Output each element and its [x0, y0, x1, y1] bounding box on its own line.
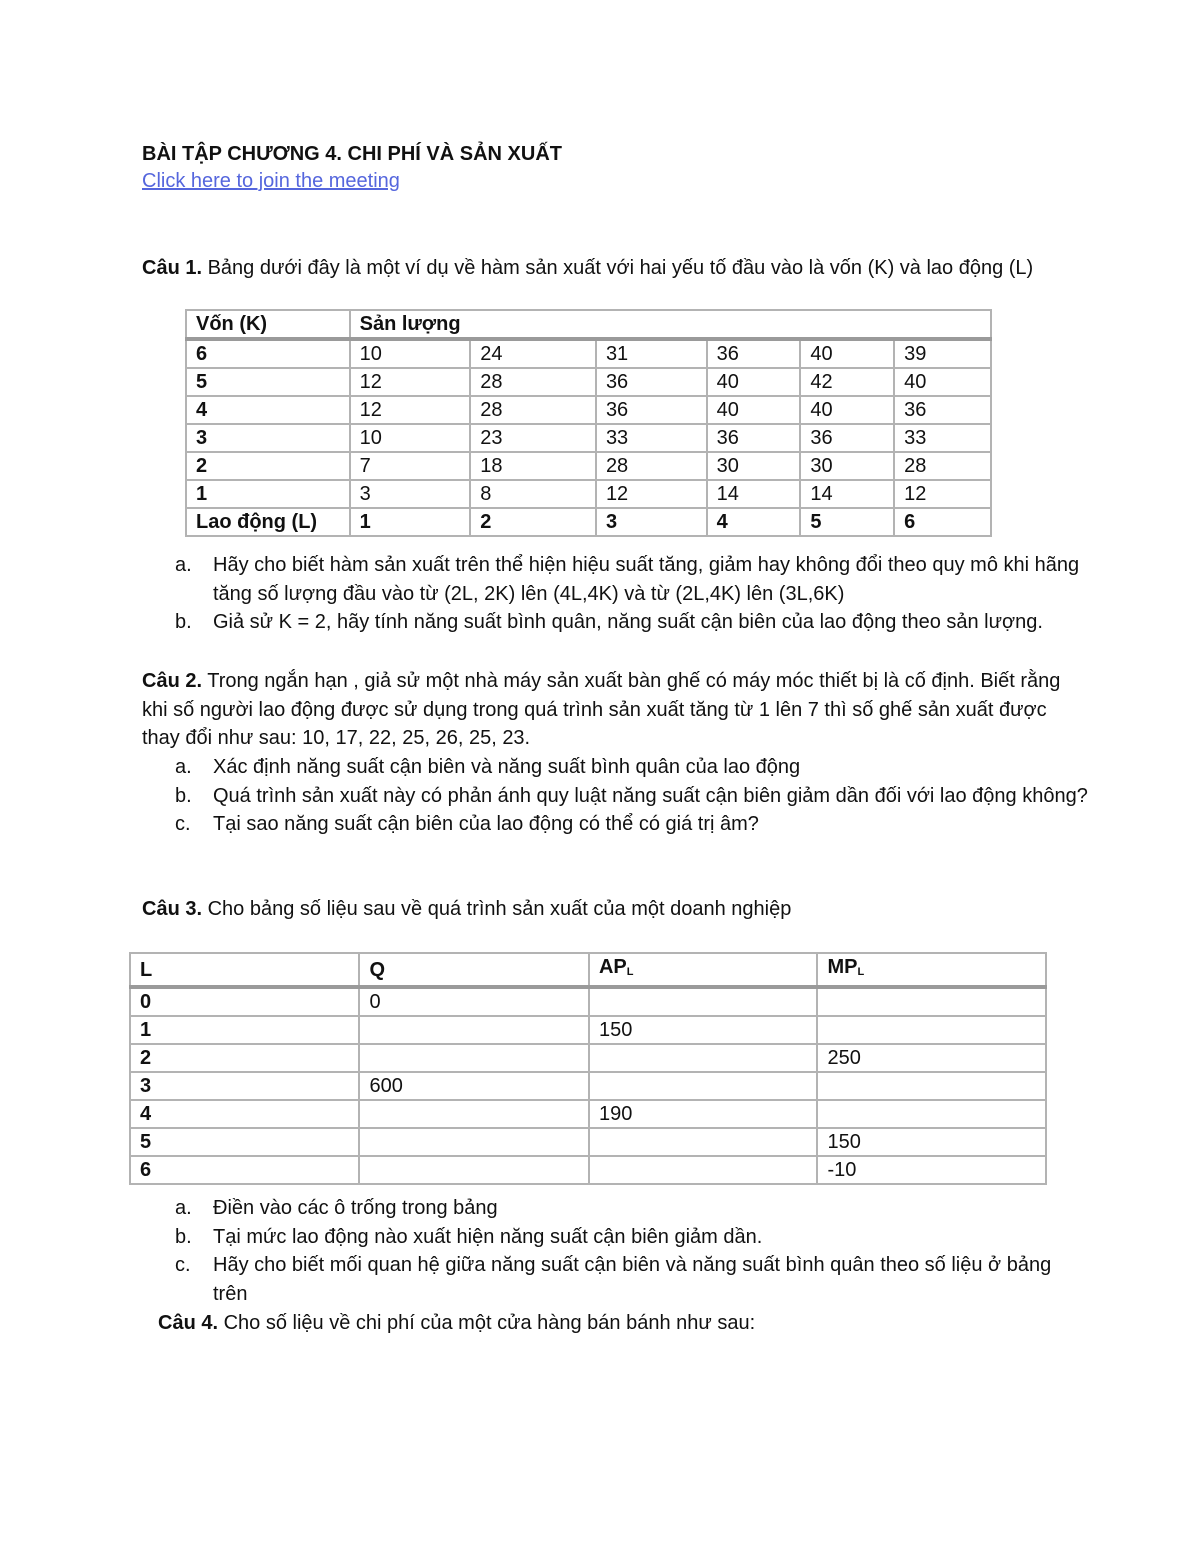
table-cell: 40 [800, 396, 894, 424]
table-header-row [130, 953, 1046, 987]
list-item [175, 1223, 1075, 1252]
join-meeting-link[interactable]: Click here to join the meeting [142, 170, 400, 192]
table-cell: 10 [350, 339, 471, 368]
table-cell: 28 [470, 368, 596, 396]
table-cell [359, 1156, 589, 1184]
question-4-label: Câu 4. [158, 1312, 219, 1334]
question-4-body: Cho số liệu về chi phí của một cửa hàng bán bánh như sau: [218, 1312, 756, 1334]
table-cell: 12 [350, 368, 471, 396]
table-cell [359, 1128, 589, 1156]
table-cell: 5 [800, 508, 894, 536]
table-cell: 600 [359, 1072, 589, 1100]
table-cell: 190 [589, 1100, 818, 1128]
question-2-text [142, 667, 1072, 753]
item-text: Giả sử K = 2, hãy tính năng suất bình quân, năng suất cận biên của lao động theo sản lượng. [213, 611, 1043, 633]
table-cell: 1 [350, 508, 471, 536]
table-cell [589, 1156, 818, 1184]
table-cell: 36 [707, 339, 801, 368]
question-2-items [175, 753, 1095, 839]
table-cell: 18 [470, 452, 596, 480]
table-row [186, 480, 991, 508]
question-3-label: Câu 3. [142, 898, 203, 920]
row-labor: 4 [130, 1100, 359, 1128]
row-capital: 1 [186, 480, 350, 508]
item-marker: a. [175, 756, 192, 778]
header-output: Sản lượng [350, 310, 991, 339]
table-row [186, 339, 991, 368]
table-cell: 36 [800, 424, 894, 452]
item-marker: b. [175, 1225, 192, 1248]
header-mp-text: MP [827, 956, 858, 978]
item-marker: a. [175, 554, 192, 576]
table-cell [359, 1044, 589, 1072]
row-labor: 1 [130, 1016, 359, 1044]
table-cell [359, 1100, 589, 1128]
table-cell: 28 [596, 452, 707, 480]
item-text: Hãy cho biết hàm sản xuất trên thể hiện hiệu suất tăng, giảm hay không đổi theo quy mô khi hãng tăng số lượng đầu vào từ (2L, 2K) lên (4L,4K) và từ (2L,4K) lên (3L,6K) [213, 554, 1080, 605]
table-cell: 7 [350, 452, 471, 480]
table-cell: 250 [817, 1044, 1046, 1072]
list-item [175, 782, 1095, 811]
item-marker: a. [175, 1197, 192, 1219]
table-cell: 14 [707, 480, 801, 508]
header-labor-text: L [140, 958, 153, 981]
row-labor: 5 [130, 1128, 359, 1156]
question-1-items [175, 551, 1095, 637]
table-cell: 23 [470, 424, 596, 452]
table-row [130, 1044, 1046, 1072]
question-2-body: Trong ngắn hạn , giả sử một nhà máy sản xuất bàn ghế có máy móc thiết bị là cố định. Biết rằng khi số người lao động được sử dụng trong quá trình sản xuất tăng từ 1 lên 7 thì số ghế sản xuất được thay đổi như sau: 10, 17, 22, 25, 26, 25, 23. [142, 670, 1061, 749]
table-cell: 3 [350, 480, 471, 508]
row-labor: 0 [130, 987, 359, 1016]
table-cell: 12 [596, 480, 707, 508]
item-text: Xác định năng suất cận biên và năng suất bình quân của lao động [213, 756, 801, 778]
row-capital: 5 [186, 368, 350, 396]
list-item [175, 810, 1095, 839]
item-marker: b. [175, 611, 192, 633]
table-row [186, 452, 991, 480]
row-labor: 2 [130, 1044, 359, 1072]
item-marker: c. [175, 813, 191, 835]
table-footer-row [186, 508, 991, 536]
table-cell [589, 1128, 818, 1156]
row-labor: 6 [130, 1156, 359, 1184]
list-item [175, 551, 1095, 608]
table-cell: 12 [894, 480, 991, 508]
table-cell: 6 [894, 508, 991, 536]
table-cell: 28 [470, 396, 596, 424]
row-labor: 3 [130, 1072, 359, 1100]
table-cell: 12 [350, 396, 471, 424]
table-row [186, 396, 991, 424]
row-capital: 3 [186, 424, 350, 452]
table-cell [589, 1072, 818, 1100]
table-cell: 36 [596, 368, 707, 396]
table-row [186, 424, 991, 452]
question-3-text [142, 895, 791, 924]
table-cell: 30 [800, 452, 894, 480]
table-row [130, 987, 1046, 1016]
table-cell: 14 [800, 480, 894, 508]
labor-productivity-table [129, 952, 1047, 1185]
table-row [130, 1072, 1046, 1100]
question-1-body: Bảng dưới đây là một ví dụ về hàm sản xuất với hai yếu tố đầu vào là vốn (K) và lao động (L) [202, 257, 1034, 279]
item-text: Điền vào các ô trống trong bảng [213, 1197, 498, 1219]
row-capital: 4 [186, 396, 350, 424]
header-quantity [359, 953, 589, 987]
item-text: Tại mức lao động nào xuất hiện năng suất cận biên giảm dần. [213, 1225, 763, 1248]
table-cell: 33 [596, 424, 707, 452]
table-cell: 8 [470, 480, 596, 508]
table-cell: 30 [707, 452, 801, 480]
table-header-row [186, 310, 991, 339]
table-cell [817, 987, 1046, 1016]
table-cell: 0 [359, 987, 589, 1016]
table-cell: 4 [707, 508, 801, 536]
question-4-text [158, 1309, 755, 1338]
item-marker: b. [175, 784, 192, 807]
table-cell: 28 [894, 452, 991, 480]
list-item [175, 753, 1095, 782]
table-row [130, 1156, 1046, 1184]
table-row [130, 1128, 1046, 1156]
table-cell: 150 [817, 1128, 1046, 1156]
list-item [175, 1251, 1075, 1308]
question-1-label: Câu 1. [142, 257, 203, 279]
header-labor [130, 953, 359, 987]
row-capital: 2 [186, 452, 350, 480]
table-cell: 39 [894, 339, 991, 368]
item-marker: c. [175, 1254, 191, 1276]
table-cell [589, 1044, 818, 1072]
item-text: Hãy cho biết mối quan hệ giữa năng suất cận biên và năng suất bình quân theo số liệu ở bảng trên [213, 1254, 1052, 1305]
table-row [130, 1016, 1046, 1044]
header-ap-text: AP [598, 956, 627, 978]
footer-labor-label: Lao động (L) [186, 508, 350, 536]
table-cell [359, 1016, 589, 1044]
table-cell: 42 [800, 368, 894, 396]
header-average-product [589, 953, 818, 987]
table-cell [589, 987, 818, 1016]
table-cell: 36 [596, 396, 707, 424]
table-cell: 36 [894, 396, 991, 424]
header-capital: Vốn (K) [186, 310, 350, 339]
table-cell: 10 [350, 424, 471, 452]
table-cell: 3 [596, 508, 707, 536]
header-quantity-text: Q [369, 958, 386, 981]
table-cell: 24 [470, 339, 596, 368]
table-cell: -10 [817, 1156, 1046, 1184]
production-function-table [185, 309, 992, 537]
table-cell: 31 [596, 339, 707, 368]
question-3-items [175, 1194, 1075, 1308]
question-2-label: Câu 2. [142, 670, 203, 692]
header-ap-subscript: L [626, 966, 634, 978]
item-text: Tại sao năng suất cận biên của lao động có thể có giá trị âm? [213, 813, 759, 835]
table-cell: 40 [894, 368, 991, 396]
document-title: BÀI TẬP CHƯƠNG 4. CHI PHÍ VÀ SẢN XUẤT [142, 143, 562, 165]
table-cell [817, 1072, 1046, 1100]
table-cell: 40 [707, 368, 801, 396]
table-row [186, 368, 991, 396]
table-cell: 36 [707, 424, 801, 452]
table-cell: 40 [707, 396, 801, 424]
table-cell: 2 [470, 508, 596, 536]
table-cell: 33 [894, 424, 991, 452]
list-item [175, 608, 1095, 637]
table-cell: 40 [800, 339, 894, 368]
row-capital: 6 [186, 339, 350, 368]
header-mp-subscript: L [857, 966, 865, 978]
question-3-body: Cho bảng số liệu sau về quá trình sản xuất của một doanh nghiệp [202, 898, 792, 920]
table-cell: 150 [589, 1016, 818, 1044]
table-cell [817, 1016, 1046, 1044]
list-item [175, 1194, 1075, 1223]
table-cell [817, 1100, 1046, 1128]
item-text: Quá trình sản xuất này có phản ánh quy luật năng suất cận biên giảm dần đối với lao động không? [213, 784, 1088, 807]
table-row [130, 1100, 1046, 1128]
header-marginal-product [817, 953, 1046, 987]
question-1-text [142, 254, 1033, 283]
